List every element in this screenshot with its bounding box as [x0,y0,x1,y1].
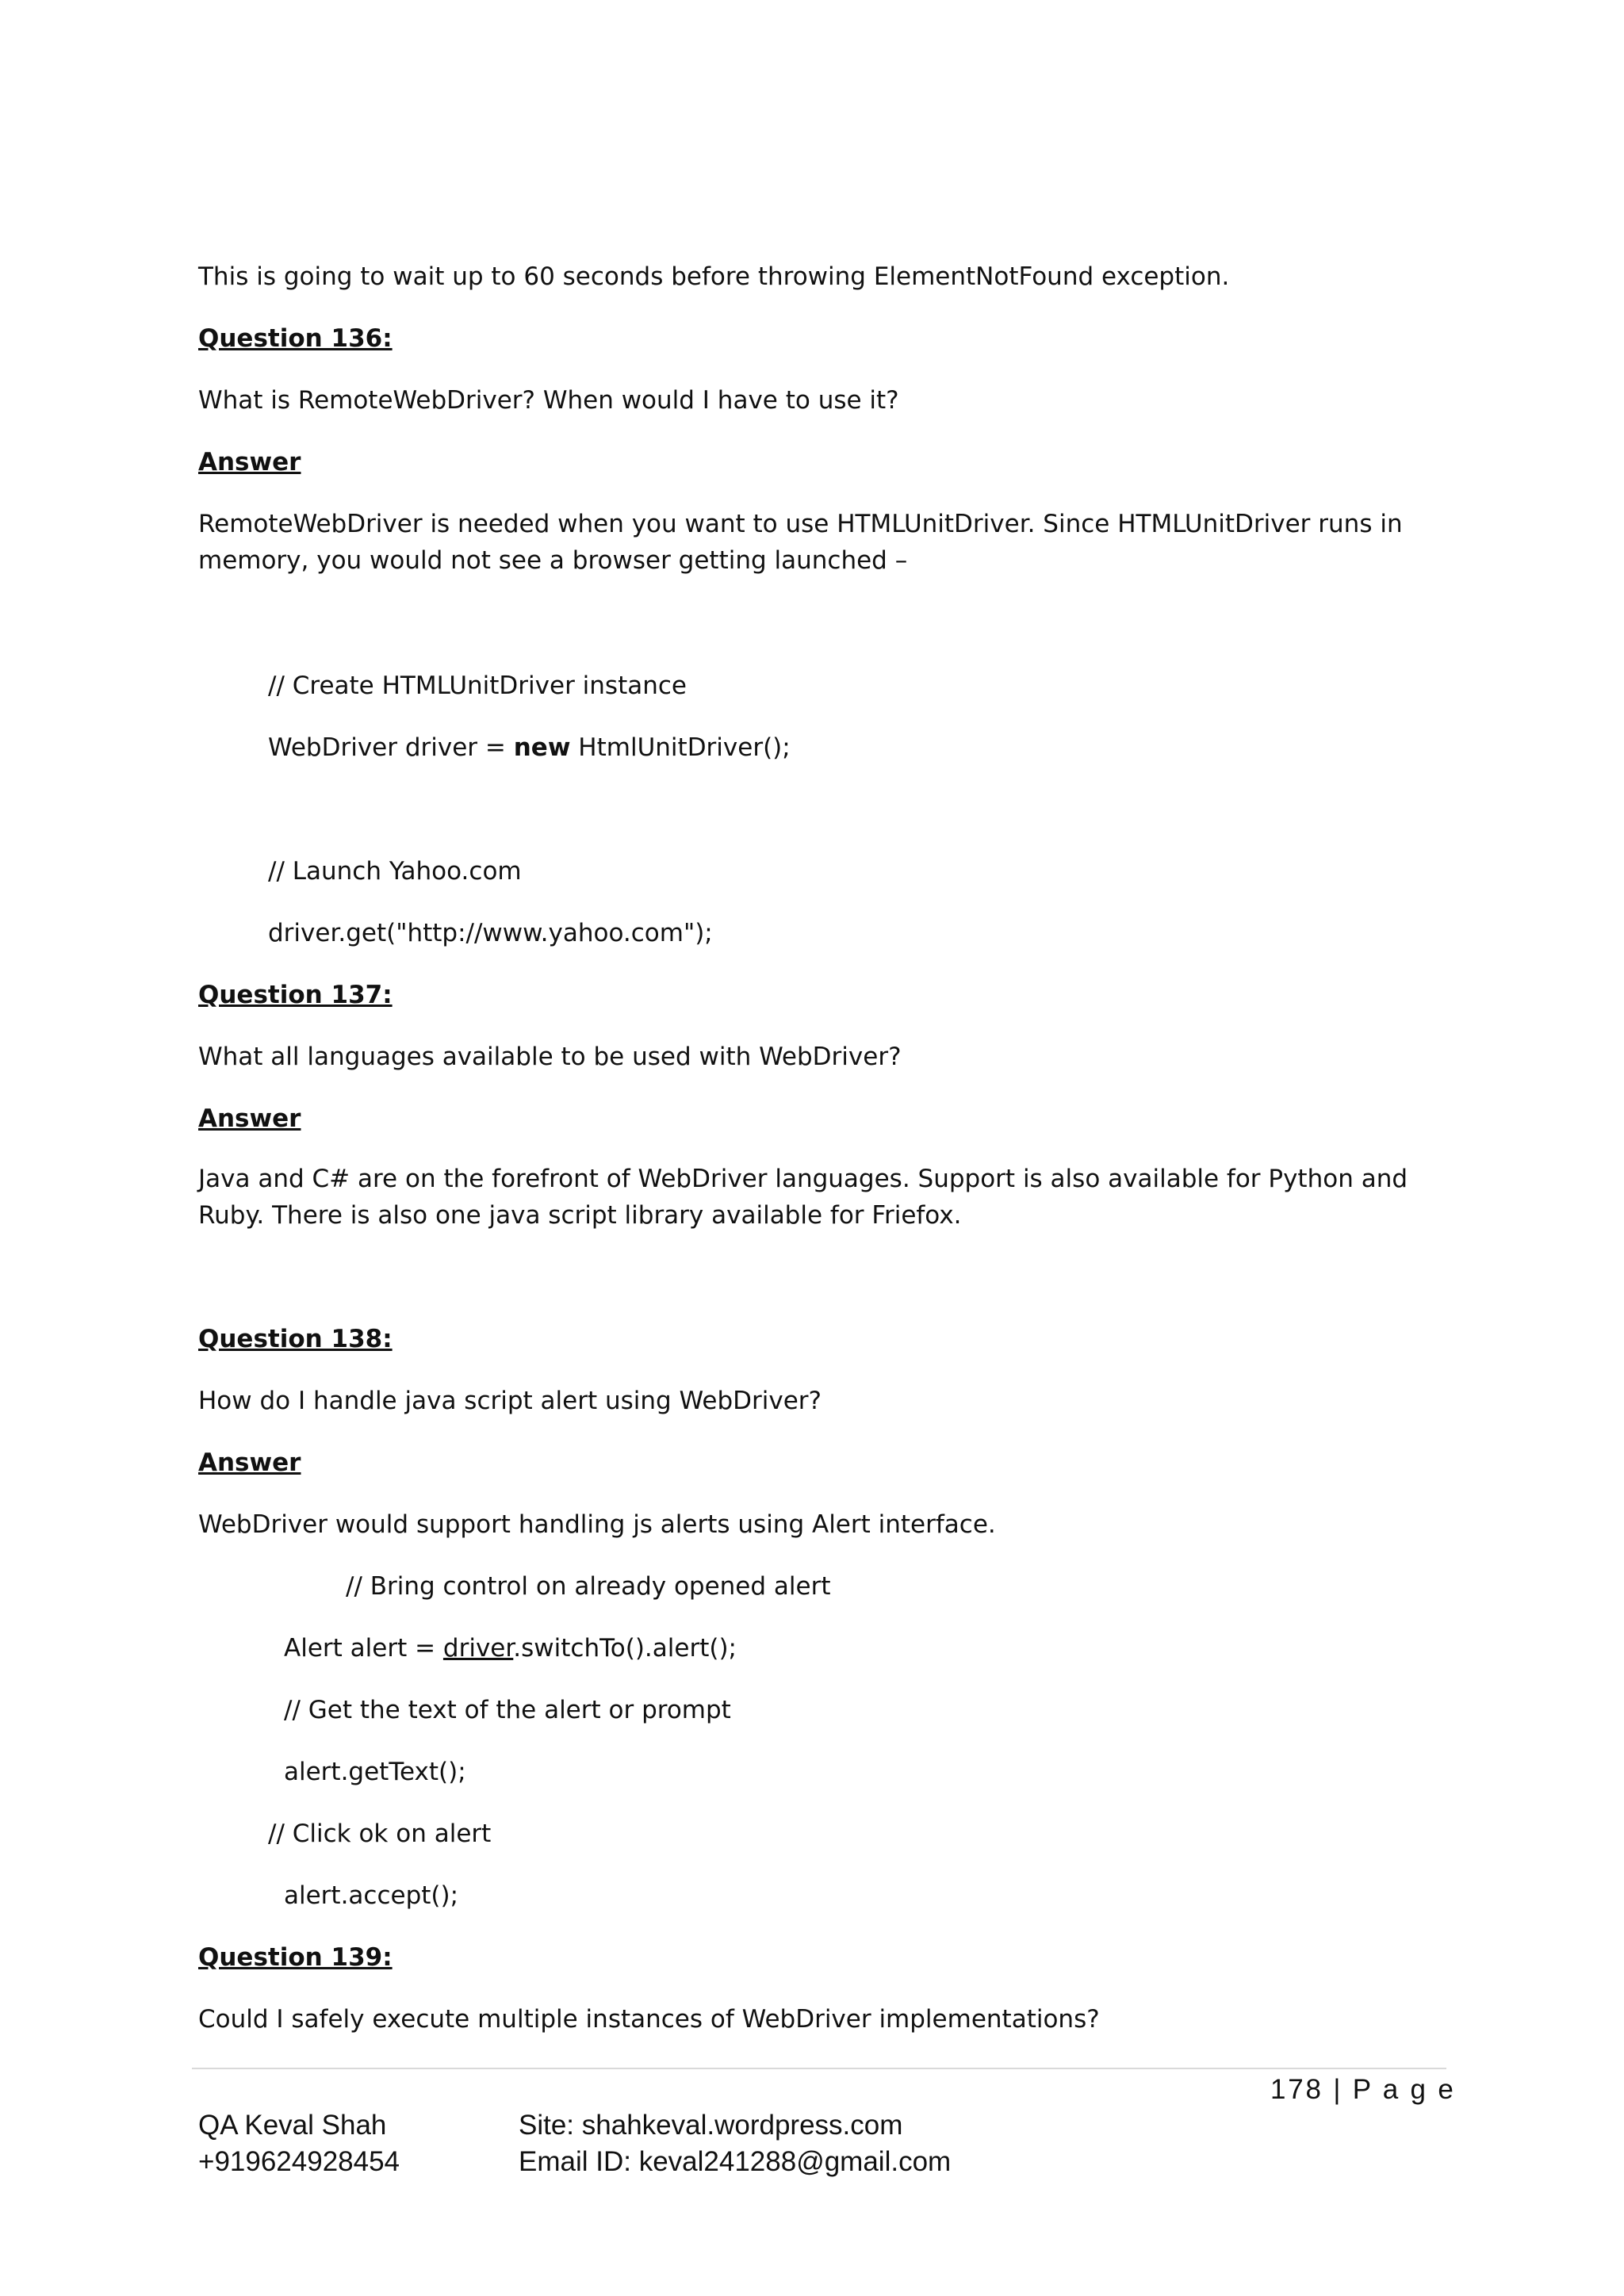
q138-code-comment-click-ok: // Click ok on alert [268,1820,492,1848]
q138-code-switch-pre: Alert alert = [284,1634,443,1663]
question-136-answer-line-1: RemoteWebDriver is needed when you want to use HTMLUnitDriver. Since HTMLUnitDriver runs in [198,510,1403,538]
question-136-text: What is RemoteWebDriver? When would I have to use it? [198,386,899,415]
question-139-heading: Question 139: [198,1943,393,1972]
question-137-answer-heading: Answer [198,1104,301,1133]
question-137-answer-line-2: Ruby. There is also one java script library available for Friefox. [198,1201,962,1230]
q138-code-get-text: alert.getText(); [284,1758,466,1786]
footer-email: Email ID: keval241288@gmail.com [519,2146,952,2177]
q138-code-driver-word: driver [442,1634,514,1663]
q136-code-new-driver [268,730,791,765]
q136-code-driver-get: driver.get("http://www.yahoo.com"); [268,919,713,947]
question-137-heading: Question 137: [198,981,393,1009]
question-139-text: Could I safely execute multiple instances of WebDriver implementations? [198,2005,1100,2034]
q136-code-new-keyword: new [513,733,571,762]
question-136-answer-line-2: memory, you would not see a browser getting launched – [198,546,908,575]
footer-divider [192,2068,1446,2069]
q136-code-comment-create: // Create HTMLUnitDriver instance [268,672,687,700]
q136-code-new-driver-pre: WebDriver driver = [268,733,514,762]
q138-code-accept: alert.accept(); [284,1881,459,1910]
q138-code-switch-post: .switchTo().alert(); [513,1634,737,1663]
page-number: 178 | P a g e [1270,2074,1456,2105]
question-137-text: What all languages available to be used with WebDriver? [198,1043,902,1071]
q136-code-new-driver-post: HtmlUnitDriver(); [570,733,791,762]
question-138-text: How do I handle java script alert using WebDriver? [198,1387,822,1415]
question-138-answer-heading: Answer [198,1448,301,1477]
question-138-heading: Question 138: [198,1325,393,1353]
question-137-answer-line-1: Java and C# are on the forefront of WebDriver languages. Support is also available for Python and [198,1165,1408,1193]
q138-code-switch-to-alert [284,1631,737,1666]
q138-code-comment-bring-control: // Bring control on already opened alert [346,1572,831,1601]
question-138-answer-line-1: WebDriver would support handling js alerts using Alert interface. [198,1510,996,1539]
q138-code-comment-get-text: // Get the text of the alert or prompt [284,1696,731,1724]
intro-text: This is going to wait up to 60 seconds before throwing ElementNotFound exception. [198,262,1230,291]
footer-site: Site: shahkeval.wordpress.com [519,2110,903,2141]
question-136-answer-heading: Answer [198,448,301,476]
footer-author: QA Keval Shah [198,2110,387,2141]
footer-phone: +919624928454 [198,2146,400,2177]
question-136-heading: Question 136: [198,324,393,353]
q136-code-comment-launch: // Launch Yahoo.com [268,857,522,886]
